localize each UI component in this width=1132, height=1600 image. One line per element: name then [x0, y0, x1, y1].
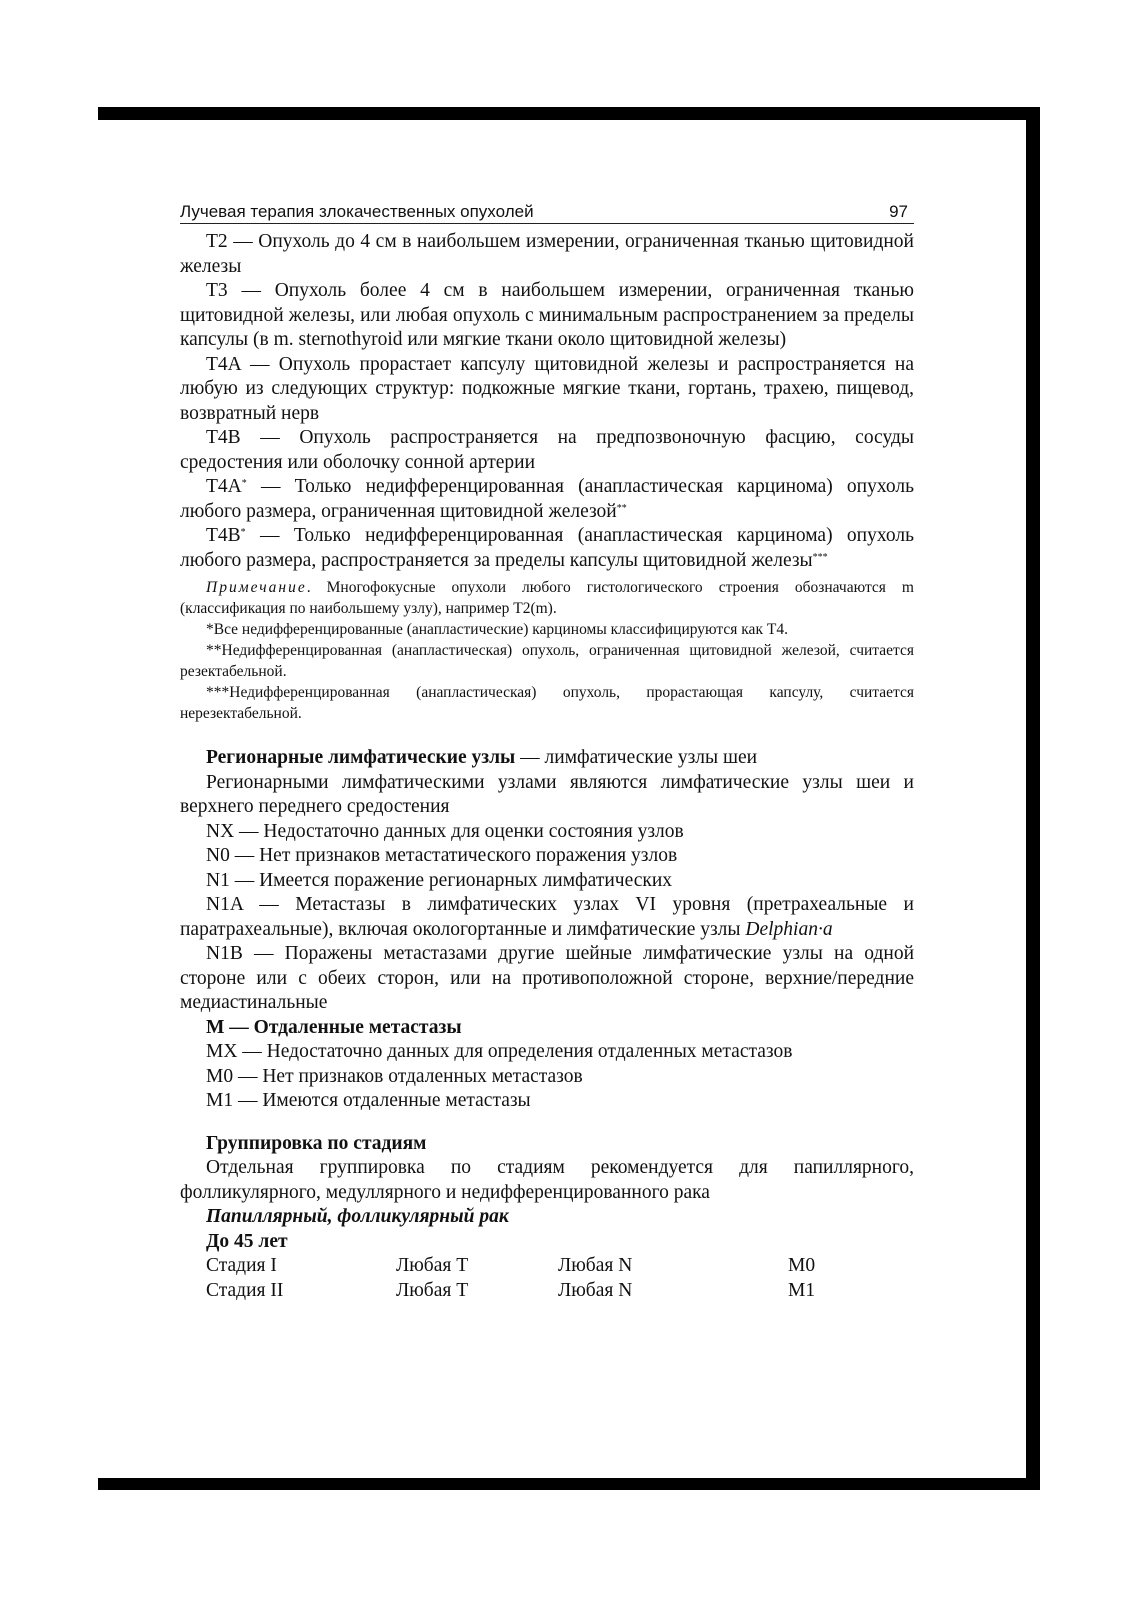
paragraph-m1: M1 — Имеются отдаленные метастазы: [206, 1090, 531, 1111]
stage-n: Любая N: [558, 1279, 633, 1301]
text-t4b-star: — Только недифференцированная (анапластическая карцинома) опухоль любого размера, распространяется за пределы капсулы щитовидной железы: [180, 525, 914, 571]
stage-t: Любая T: [396, 1279, 469, 1301]
footnote-1: *Все недифференцированные (анапластические) карциномы классифицируются как T4.: [206, 621, 788, 638]
note-label: Примечание: [206, 579, 307, 596]
footnote-mark: ***: [812, 551, 828, 563]
paragraph-nx: NX — Недостаточно данных для оценки состояния узлов: [206, 820, 684, 842]
running-header: [180, 202, 914, 224]
staging-intro: Отдельная группировка по стадиям рекомендуется для папиллярного, фолликулярного, медуллярного и недифференцированного рака: [180, 1157, 914, 1203]
note-block: [180, 577, 914, 724]
paragraph-m0: M0 — Нет признаков отдаленных метастазов: [206, 1065, 583, 1087]
paragraph-n1b: N1B — Поражены метастазами другие шейные лимфатические узлы на одной стороне или с обеих сторон, или на противоположной стороне, верхние/передние медиастинальные: [180, 943, 914, 1013]
text-t4a-star: — Только недифференцированная (анапластическая карцинома) опухоль любого размера, ограниченная щитовидной железой: [180, 476, 914, 522]
document-page: [180, 202, 914, 1303]
regional-intro: Регионарными лимфатическими узлами являются лимфатические узлы шеи и верхнего переднего средостения: [180, 771, 914, 817]
stage-name: Стадия II: [206, 1279, 284, 1301]
code-t4b: T4B: [206, 525, 241, 546]
stage-m: M0: [788, 1255, 816, 1276]
stage-row: [180, 1279, 914, 1304]
paragraph-t4b: T4B — Опухоль распространяется на предпозвоночную фасцию, сосуды средостения или оболочку сонной артерии: [180, 427, 914, 473]
code-t4a: T4A: [206, 476, 242, 497]
running-title: Лучевая терапия злокачественных опухолей: [180, 202, 534, 221]
stage-t: Любая T: [396, 1255, 469, 1276]
paragraph-t4a: T4A — Опухоль прорастает капсулу щитовидной железы и распространяется на любую из следующих структур: подкожные мягкие ткани, гортань, трахею, пищевод, возвратный нерв: [180, 353, 914, 424]
page-border-right: [1026, 107, 1040, 1490]
n1a-text: N1A — Метастазы в лимфатических узлах VI уровня (претрахеальные и паратрахеальные), включая окологортанные и лимфатические узлы: [180, 894, 914, 940]
t-classification: [180, 230, 914, 573]
page-number: 97: [889, 202, 908, 221]
paragraph-n1: N1 — Имеется поражение регионарных лимфатических: [206, 869, 673, 891]
regional-heading-rest: — лимфатические узлы шеи: [515, 747, 758, 768]
staging-heading: Группировка по стадиям: [206, 1132, 427, 1154]
staging-subheading: Папиллярный, фолликулярный рак: [206, 1206, 509, 1227]
stage-name: Стадия I: [206, 1255, 277, 1276]
note-paragraph: [180, 577, 914, 619]
paragraph-t3: T3 — Опухоль более 4 см в наибольшем измерении, ограниченная тканью щитовидной железы, или любая опухоль с минимальным распространением за пределы капсулы (в m. sternothyroid или мягкие ткани около щитовидной железы): [180, 280, 914, 350]
staging-section: [180, 1132, 914, 1304]
stage-n: Любая N: [558, 1255, 633, 1276]
distant-heading: M — Отдаленные метастазы: [206, 1016, 462, 1038]
page-border-bottom: [98, 1478, 1040, 1490]
footnote-2: **Недифференцированная (анапластическая) опухоль, ограниченная щитовидной железой, считается резектабельной.: [180, 642, 914, 680]
note-text: . Многофокусные опухоли любого гистологического строения обозначаются m (классификация по наибольшему узлу), например T2(m).: [180, 579, 914, 617]
footnote-mark: *: [241, 478, 247, 489]
paragraph-mx: MX — Недостаточно данных для определения отдаленных метастазов: [206, 1041, 793, 1062]
regional-heading-bold: Регионарные лимфатические узлы: [206, 747, 516, 768]
paragraph-t4a-star: [180, 475, 914, 524]
footnote-mark: *: [240, 527, 246, 538]
paragraph-t2: T2 — Опухоль до 4 см в наибольшем измерении, ограниченная тканью щитовидной железы: [180, 231, 914, 277]
regional-nodes-section: [180, 746, 914, 1114]
regional-heading: [180, 746, 914, 771]
paragraph-n1a: [180, 893, 914, 942]
footnote-mark: **: [616, 502, 627, 514]
page-border-top: [98, 107, 1038, 120]
stage-row: [180, 1254, 914, 1279]
age-group: До 45 лет: [206, 1230, 288, 1252]
paragraph-t4b-star: [180, 524, 914, 573]
footnote-3: ***Недифференцированная (анапластическая) опухоль, прорастающая капсулу, считается нерезектабельной.: [180, 684, 914, 722]
n1a-italic: Delphian·a: [745, 918, 833, 940]
stage-m: M1: [788, 1279, 816, 1301]
paragraph-n0: N0 — Нет признаков метастатического поражения узлов: [206, 845, 678, 866]
